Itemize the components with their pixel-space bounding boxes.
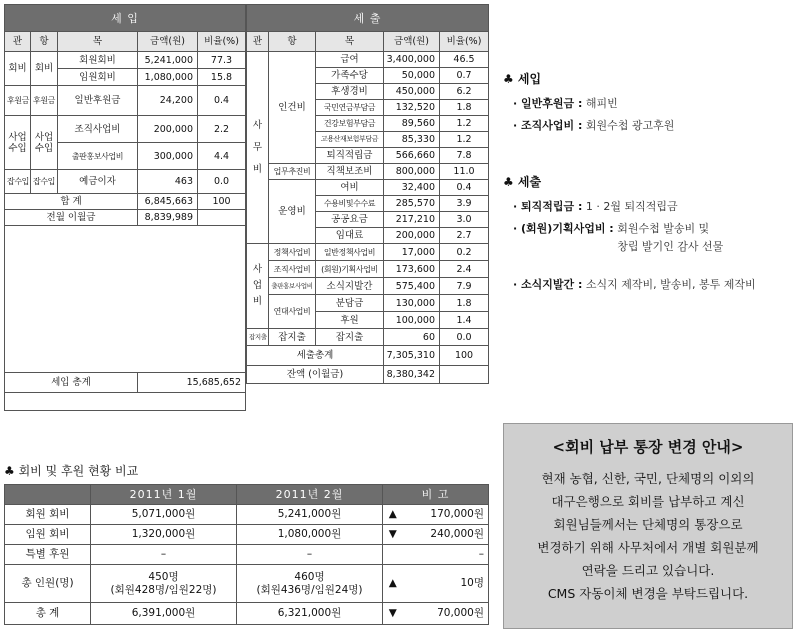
notes-key: · 일반후원금 : — [513, 97, 583, 110]
expense-hang-org: 조직사업비 — [269, 261, 316, 278]
income-amount: 1,080,000 — [138, 69, 198, 86]
notes-item — [513, 198, 793, 214]
income-amount: 300,000 — [138, 143, 198, 170]
notes-key: · 소식지발간 : — [513, 278, 583, 291]
expense-ratio: 3.9 — [440, 196, 489, 212]
income-mok: 조직사업비 — [58, 116, 138, 143]
compare-jan: 5,071,000원 — [91, 505, 237, 525]
income-gwan-dues: 회비 — [5, 52, 31, 86]
compare-col-note: 비 고 — [383, 485, 489, 505]
up-arrow-icon: ▲ — [383, 565, 403, 603]
income-ratio: 77.3 — [198, 52, 246, 69]
compare-jan: – — [91, 545, 237, 565]
notice-line: 연락을 드리고 있습니다. — [581, 563, 715, 578]
down-arrow-icon: ▼ — [383, 603, 403, 625]
notes-value: 소식지 제작비, 발송비, 봉투 제작비 — [585, 278, 756, 291]
income-ratio: 4.4 — [198, 143, 246, 170]
notes-value: 1 · 2월 퇴직적립금 — [585, 200, 678, 213]
expense-ratio: 0.7 — [440, 68, 489, 84]
notes-income-heading: ♣ 세입 — [503, 72, 542, 86]
income-carry-amount: 8,839,989 — [138, 210, 198, 226]
notes-value: 회원수첩 발송비 및 창립 발기인 감사 선물 — [617, 222, 724, 253]
income-amount: 463 — [138, 170, 198, 194]
expense-amount: 50,000 — [384, 68, 440, 84]
compare-feb-cell — [237, 565, 383, 603]
expense-hang-misc: 잡지출 — [269, 329, 316, 346]
expense-header: 세 출 — [247, 5, 489, 32]
notes-key: · 조직사업비 : — [513, 119, 583, 132]
compare-feb: 5,241,000원 — [237, 505, 383, 525]
income-table — [4, 4, 246, 411]
expense-ratio: 0.2 — [440, 244, 489, 261]
compare-arrow — [383, 545, 403, 565]
income-gwan-donation: 후원금 — [5, 86, 31, 116]
compare-note: 10명 — [403, 565, 489, 603]
compare-label: 총 인원(명) — [5, 565, 91, 603]
income-footer-blank — [5, 393, 246, 411]
expense-mok: (회원)기획사업비 — [316, 261, 384, 278]
income-ratio: 0.0 — [198, 170, 246, 194]
expense-mok: 후원 — [316, 312, 384, 329]
expense-ratio: 1.8 — [440, 295, 489, 312]
income-ratio: 2.2 — [198, 116, 246, 143]
expense-balance-amount: 8,380,342 — [384, 366, 440, 384]
compare-feb: – — [237, 545, 383, 565]
expense-balance-ratio — [440, 366, 489, 384]
notes-value: 해피빈 — [585, 97, 618, 110]
expense-hang-solidarity: 연대사업비 — [269, 295, 316, 329]
expense-hang-personnel: 인건비 — [269, 52, 316, 164]
expense-mok: 직책보조비 — [316, 164, 384, 180]
income-grand-label: 세입 총계 — [5, 373, 138, 393]
expense-amount: 575,400 — [384, 278, 440, 295]
income-hang-misc: 잡수입 — [31, 170, 58, 194]
compare-col-jan: 2011년 1월 — [91, 485, 237, 505]
income-hang-donation: 후원금 — [31, 86, 58, 116]
compare-label: 임원 회비 — [5, 525, 91, 545]
income-col-amount: 금액(원) — [138, 32, 198, 52]
expense-ratio: 0.0 — [440, 329, 489, 346]
expense-ratio: 7.9 — [440, 278, 489, 295]
compare-note: 240,000원 — [403, 525, 489, 545]
expense-ratio: 6.2 — [440, 84, 489, 100]
expense-gwan-misc: 잡지출 — [247, 329, 269, 346]
income-grand-amount: 15,685,652 — [138, 373, 246, 393]
notes-value: 회원수첩 광고후원 — [585, 119, 675, 132]
notes-item — [513, 220, 793, 256]
expense-ratio: 7.8 — [440, 148, 489, 164]
expense-ratio: 0.4 — [440, 180, 489, 196]
income-amount: 5,241,000 — [138, 52, 198, 69]
expense-ratio: 1.2 — [440, 132, 489, 148]
expense-mok: 고용산재보험부담금 — [316, 132, 384, 148]
income-mok: 임원회비 — [58, 69, 138, 86]
expense-amount: 89,560 — [384, 116, 440, 132]
compare-note: 70,000원 — [403, 603, 489, 625]
income-carry-label: 전월 이월금 — [5, 210, 138, 226]
compare-table — [4, 484, 489, 625]
expense-ratio: 11.0 — [440, 164, 489, 180]
expense-col-amount: 금액(원) — [384, 32, 440, 52]
expense-mok: 소식지발간 — [316, 278, 384, 295]
expense-mok: 일반정책사업비 — [316, 244, 384, 261]
income-col-hang: 항 — [31, 32, 58, 52]
income-col-gwan: 관 — [5, 32, 31, 52]
expense-amount: 132,520 — [384, 100, 440, 116]
compare-feb: 6,321,000원 — [237, 603, 383, 625]
expense-mok: 임대료 — [316, 228, 384, 244]
compare-jan-cell — [91, 565, 237, 603]
expense-mok: 여비 — [316, 180, 384, 196]
notice-line: 대구은행으로 회비를 납부하고 계신 — [551, 494, 745, 509]
expense-mok: 가족수당 — [316, 68, 384, 84]
expense-ratio: 46.5 — [440, 52, 489, 68]
expense-hang-business: 업무추진비 — [269, 164, 316, 180]
income-gwan-misc: 잡수입 — [5, 170, 31, 194]
expense-ratio: 2.7 — [440, 228, 489, 244]
expense-ratio: 3.0 — [440, 212, 489, 228]
expense-amount: 173,600 — [384, 261, 440, 278]
compare-note: – — [403, 545, 489, 565]
income-mok: 회원회비 — [58, 52, 138, 69]
expense-amount: 130,000 — [384, 295, 440, 312]
notes-item — [513, 95, 793, 111]
expense-gwan-office: 사무비 — [247, 52, 269, 244]
compare-feb: 460명 — [294, 570, 325, 583]
expense-mok: 잡지출 — [316, 329, 384, 346]
notes-key: · (회원)기획사업비 : — [513, 222, 614, 235]
expense-grand-ratio: 100 — [440, 346, 489, 366]
expense-amount: 800,000 — [384, 164, 440, 180]
income-total-amount: 6,845,663 — [138, 194, 198, 210]
notice-line: CMS 자동이체 변경을 부탁드립니다. — [547, 586, 749, 601]
expense-hang-policy: 정책사업비 — [269, 244, 316, 261]
expense-ratio: 1.8 — [440, 100, 489, 116]
expense-mok: 공공요금 — [316, 212, 384, 228]
compare-note: 170,000원 — [403, 505, 489, 525]
expense-mok: 분담금 — [316, 295, 384, 312]
expense-amount: 85,330 — [384, 132, 440, 148]
expense-mok: 급여 — [316, 52, 384, 68]
income-amount: 24,200 — [138, 86, 198, 116]
income-total-label: 합 계 — [5, 194, 138, 210]
compare-label: 총 계 — [5, 603, 91, 625]
compare-col-blank — [5, 485, 91, 505]
expense-table — [246, 4, 489, 384]
expense-ratio: 2.4 — [440, 261, 489, 278]
income-hang-dues: 회비 — [31, 52, 58, 86]
notice-body — [504, 467, 792, 605]
down-arrow-icon: ▼ — [383, 525, 403, 545]
notice-line: 회원님들께서는 단체명의 통장으로 — [553, 517, 743, 532]
compare-label: 특별 후원 — [5, 545, 91, 565]
expense-col-ratio: 비율(%) — [440, 32, 489, 52]
expense-mok: 수용비및수수료 — [316, 196, 384, 212]
income-blank-area — [5, 226, 246, 373]
notice-title: <회비 납부 통장 변경 안내> — [552, 438, 744, 456]
expense-amount: 3,400,000 — [384, 52, 440, 68]
compare-jan: 6,391,000원 — [91, 603, 237, 625]
compare-jan: 450명 — [148, 570, 179, 583]
income-col-mok: 목 — [58, 32, 138, 52]
expense-amount: 60 — [384, 329, 440, 346]
income-total-ratio: 100 — [198, 194, 246, 210]
income-ratio: 15.8 — [198, 69, 246, 86]
notes-item — [513, 276, 793, 292]
compare-feb-detail: (회원436명/임원24명) — [256, 583, 363, 596]
expense-mok: 건강보험부담금 — [316, 116, 384, 132]
expense-mok: 퇴직적립금 — [316, 148, 384, 164]
income-hang-project: 사업수입 — [31, 116, 58, 170]
income-mok: 예금이자 — [58, 170, 138, 194]
income-amount: 200,000 — [138, 116, 198, 143]
notice-box — [503, 423, 793, 629]
income-carry-ratio — [198, 210, 246, 226]
expense-col-gwan: 관 — [247, 32, 269, 52]
expense-mok: 국민연금부담금 — [316, 100, 384, 116]
income-mok: 일반후원금 — [58, 86, 138, 116]
compare-jan-detail: (회원428명/임원22명) — [110, 583, 217, 596]
expense-balance-label: 잔액 (이월금) — [247, 366, 384, 384]
expense-hang-operation: 운영비 — [269, 180, 316, 244]
expense-ratio: 1.4 — [440, 312, 489, 329]
income-col-ratio: 비율(%) — [198, 32, 246, 52]
expense-amount: 285,570 — [384, 196, 440, 212]
notes-item — [513, 117, 793, 133]
expense-amount: 200,000 — [384, 228, 440, 244]
compare-col-feb: 2011년 2월 — [237, 485, 383, 505]
compare-label: 회원 회비 — [5, 505, 91, 525]
expense-col-mok: 목 — [316, 32, 384, 52]
income-mok: 출판홍보사업비 — [58, 143, 138, 170]
expense-amount: 217,210 — [384, 212, 440, 228]
expense-grand-amount: 7,305,310 — [384, 346, 440, 366]
expense-ratio: 1.2 — [440, 116, 489, 132]
expense-amount: 17,000 — [384, 244, 440, 261]
notice-line: 현재 농협, 신한, 국민, 단체명의 이외의 — [541, 471, 755, 486]
expense-amount: 450,000 — [384, 84, 440, 100]
expense-gwan-project: 사업비 — [247, 244, 269, 329]
income-ratio: 0.4 — [198, 86, 246, 116]
notes-expense-heading: ♣ 세출 — [503, 175, 542, 189]
expense-col-hang: 항 — [269, 32, 316, 52]
notes-panel — [503, 70, 793, 298]
expense-grand-label: 세출총계 — [247, 346, 384, 366]
compare-feb: 1,080,000원 — [237, 525, 383, 545]
expense-hang-pr: 출판홍보사업비 — [269, 278, 316, 295]
compare-title: ♣ 회비 및 후원 현황 비교 — [4, 464, 139, 478]
expense-amount: 566,660 — [384, 148, 440, 164]
compare-jan: 1,320,000원 — [91, 525, 237, 545]
expense-amount: 32,400 — [384, 180, 440, 196]
up-arrow-icon: ▲ — [383, 505, 403, 525]
income-header: 세 입 — [5, 5, 246, 32]
expense-mok: 후생경비 — [316, 84, 384, 100]
expense-amount: 100,000 — [384, 312, 440, 329]
notes-key: · 퇴직적립금 : — [513, 200, 583, 213]
notice-line: 변경하기 위해 사무처에서 개별 회원분께 — [537, 540, 759, 555]
income-gwan-project: 사업수입 — [5, 116, 31, 170]
